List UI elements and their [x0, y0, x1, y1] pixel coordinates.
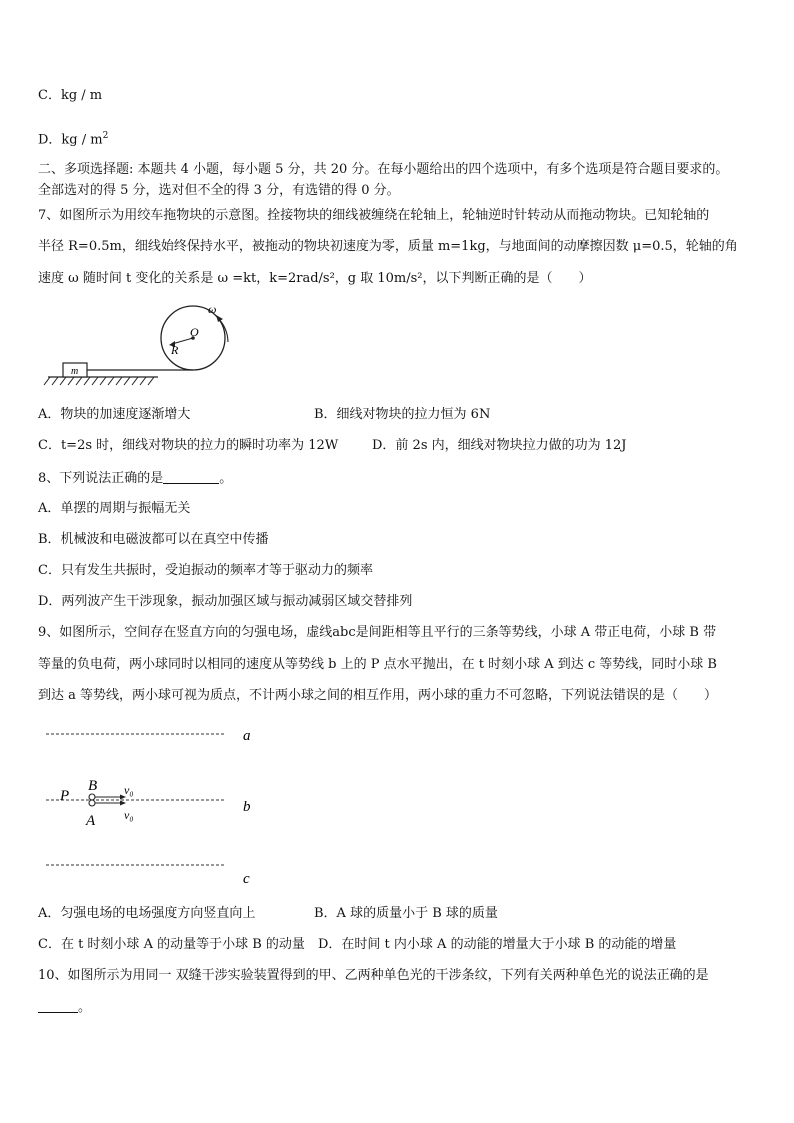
omega-label: ω: [208, 302, 217, 316]
section2-line1: 二、多项选择题: 本题共 4 小题，每小题 5 分，共 20 分。在每小题给出的四个选项中，有多个选项是符合题目要求的。: [38, 162, 729, 177]
q8-stem-text: 8、下列说法正确的是: [38, 471, 164, 486]
q9-option-b: B．A 球的质量小于 B 球的质量: [314, 906, 498, 921]
label-ball-a: A: [86, 813, 96, 829]
label-p: P: [60, 788, 70, 804]
q9-line3: 到达 a 等势线，两小球可视为质点，不计两小球之间的相互作用，两小球的重力不可忽略，下列说法错误的是（ ）: [38, 688, 718, 703]
q8-stem-end: 。: [219, 471, 233, 486]
option-d-prev: [38, 127, 108, 149]
q7-winch-figure: [38, 300, 248, 392]
option-d-prev-text: D．kg / m: [38, 132, 103, 148]
q9-option-d: D．在时间 t 内小球 A 的动能的增量大于小球 B 的动能的增量: [318, 937, 677, 952]
option-d-prev-exponent: 2: [102, 131, 109, 141]
q9-option-c: C．在 t 时刻小球 A 的动量等于小球 B 的动量: [38, 937, 305, 952]
q9-option-a: A．匀强电场的电场强度方向竖直向上: [38, 906, 256, 921]
q8-option-c: C．只有发生共振时，受迫振动的频率才等于驱动力的频率: [38, 563, 373, 578]
q7-line3: 速度 ω 随时间 t 变化的关系是 ω =kt，k=2rad/s²，g 取 10m/s²，以下判断正确的是（ ）: [38, 271, 592, 286]
block-label: m: [71, 366, 79, 377]
q10-line1: 10、如图所示为用同一 双缝干涉实验装置得到的甲、乙两种单色光的干涉条纹，下列有关两种单色光的说法正确的是: [38, 968, 709, 983]
ball-b: [89, 794, 95, 800]
q7-option-d: D．前 2s 内，细线对物块拉力做的功为 12J: [372, 438, 627, 453]
q8-stem: [38, 469, 232, 488]
q8-answer-blank[interactable]: [163, 469, 219, 484]
q10-answer-blank[interactable]: [38, 998, 78, 1013]
label-ball-b: B: [88, 778, 98, 794]
option-c-prev: C．kg / m: [38, 88, 103, 103]
label-a: a: [243, 728, 251, 744]
q7-option-b: B．细线对物块的拉力恒为 6N: [314, 407, 491, 422]
label-b: b: [243, 799, 251, 815]
q10-line2: [38, 998, 91, 1017]
q7-option-c: C．t=2s 时，细线对物块的拉力的瞬时功率为 12W: [38, 438, 339, 453]
q7-option-a: A．物块的加速度逐渐增大: [38, 407, 191, 422]
q8-option-b: B．机械波和电磁波都可以在真空中传播: [38, 532, 269, 547]
q9-equipotential-figure: [38, 720, 278, 892]
center-label: O: [190, 325, 199, 339]
label-v0-bottom: v₀: [124, 808, 134, 822]
label-c: c: [243, 871, 250, 887]
q9-line2: 等量的负电荷，两小球同时以相同的速度从等势线 b 上的 P 点水平抛出，在 t 时刻小球 A 到达 c 等势线，同时小球 B: [38, 657, 717, 672]
q10-line2-end: 。: [78, 1000, 92, 1015]
q7-line2: 半径 R=0.5m，细线始终保持水平，被拖动的物块初速度为零，质量 m=1kg，与地面间的动摩擦因数 μ=0.5，轮轴的角: [38, 239, 738, 254]
q9-line1: 9、如图所示，空间存在竖直方向的匀强电场，虚线abc是间距相等且平行的三条等势线，小球 A 带正电荷，小球 B 带: [38, 625, 717, 640]
section2-line2: 全部选对的得 5 分，选对但不全的得 3 分，有选错的得 0 分。: [38, 183, 400, 198]
q7-line1: 7、如图所示为用绞车拖物块的示意图。拴接物块的细线被缠绕在轮轴上，轮轴逆时针转动从而拖动物块。已知轮轴的: [38, 208, 710, 223]
radius-label: R: [171, 343, 179, 357]
label-v0-top: v₀: [124, 783, 134, 797]
ball-a: [89, 800, 95, 806]
q8-option-a: A．单摆的周期与振幅无关: [38, 501, 191, 516]
q8-option-d: D．两列波产生干涉现象，振动加强区域与振动减弱区域交替排列: [38, 594, 413, 609]
